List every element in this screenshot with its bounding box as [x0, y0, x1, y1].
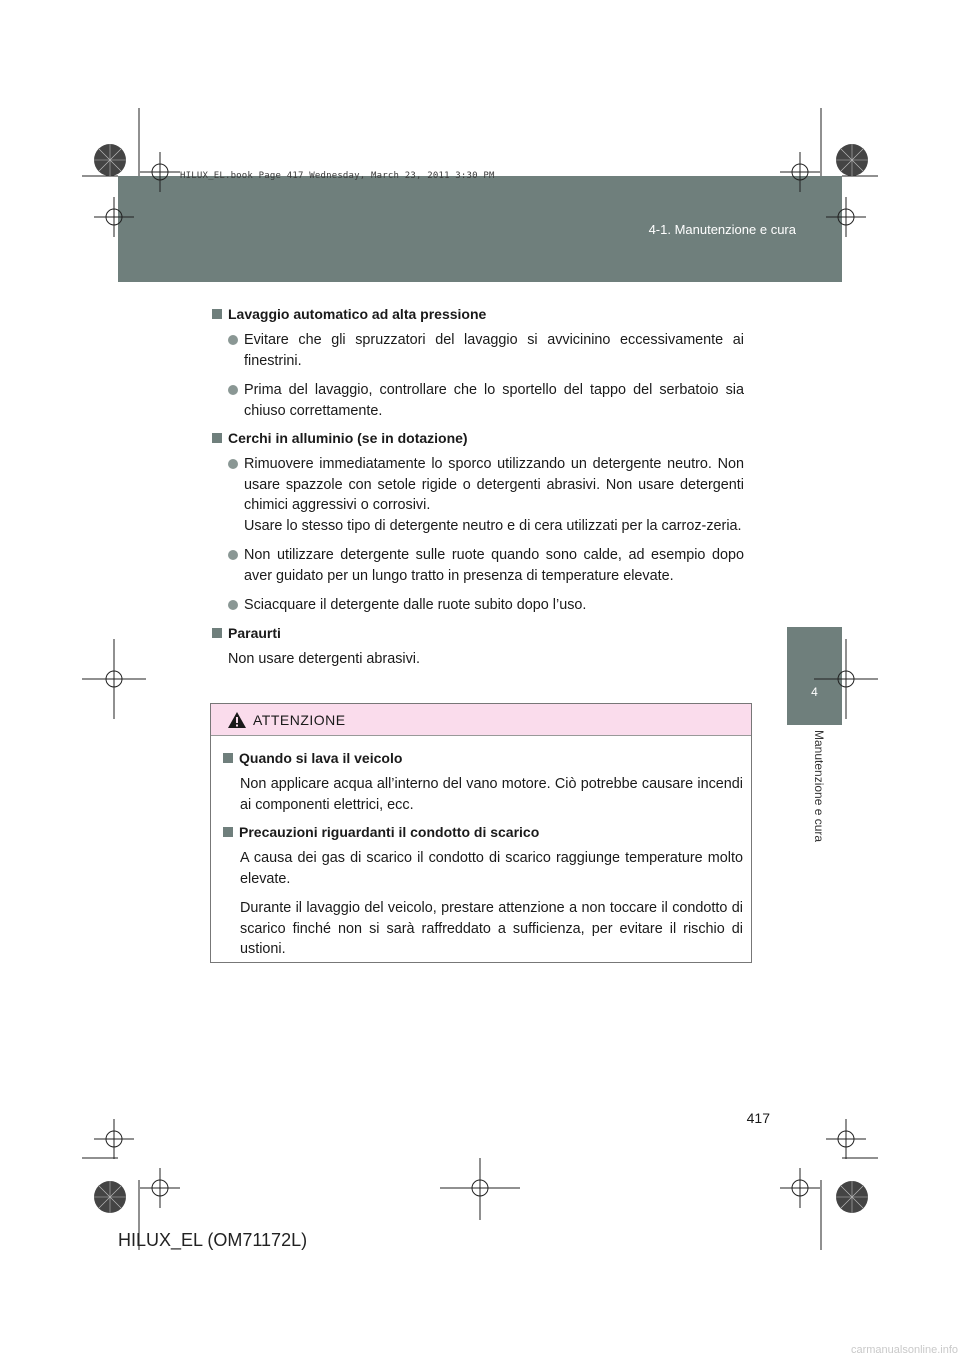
paragraph: Durante il lavaggio del veicolo, prestare attenzione a non toccare il condotto di scarico finché non si sarà raffreddato a sufficienza, per evitare il rischio di ustioni. [240, 900, 743, 957]
page-number: 417 [746, 1110, 770, 1126]
list-item-text: Rimuovere immediatamente lo sporco utilizzando un detergente neutro. Non usare spazzole con setole rigide o detergenti abrasivi. Non usare detergenti chimici aggressivi o corrosivi. [244, 456, 744, 513]
watermark: carmanualsonline.info [850, 1344, 958, 1356]
list-item-text: Evitare che gli spruzzatori del lavaggio si avvicinino eccessivamente ai finestrini. [244, 332, 744, 369]
paragraph: Non applicare acqua all’interno del vano motore. Ciò potrebbe causare incendi ai componenti elettrici, ecc. [240, 776, 743, 813]
section-heading-text: Paraurti [228, 624, 281, 641]
section-heading-text: Lavaggio automatico ad alta pressione [228, 306, 487, 322]
book-stamp: HILUX_EL.book Page 417 Wednesday, March 23, 2011 3:30 PM [180, 171, 495, 181]
section-title: 4-1. Manutenzione e cura [648, 222, 796, 237]
warning-heading-text: Quando si lava il veicolo [239, 750, 403, 766]
warning-heading-text: Precauzioni riguardanti il condotto di scarico [239, 824, 540, 840]
list-item-text: Non utilizzare detergente sulle ruote quando sono calde, ad esempio dopo aver guidato per un lungo tratto in presenza di temperature elevate. [244, 547, 744, 584]
list-item-text: Sciacquare il detergente dalle ruote subito dopo l’uso. [244, 597, 587, 613]
paragraph: Non usare detergenti abrasivi. [228, 650, 420, 667]
list-item-text: Usare lo stesso tipo di detergente neutro e di cera utilizzati per la carroz-zeria. [244, 517, 742, 534]
warning-title: ATTENZIONE [253, 711, 346, 728]
section-heading-text: Cerchi in alluminio (se in dotazione) [228, 430, 468, 446]
document-code: HILUX_EL (OM71172L) [118, 1230, 308, 1250]
list-item-text: Prima del lavaggio, controllare che lo sportello del tappo del serbatoio sia chiuso correttamente. [244, 382, 744, 419]
paragraph: A causa dei gas di scarico il condotto di scarico raggiunge temperature molto elevate. [240, 850, 743, 887]
chapter-number: 4 [811, 685, 818, 699]
chapter-label: Manutenzione e cura [812, 730, 826, 843]
